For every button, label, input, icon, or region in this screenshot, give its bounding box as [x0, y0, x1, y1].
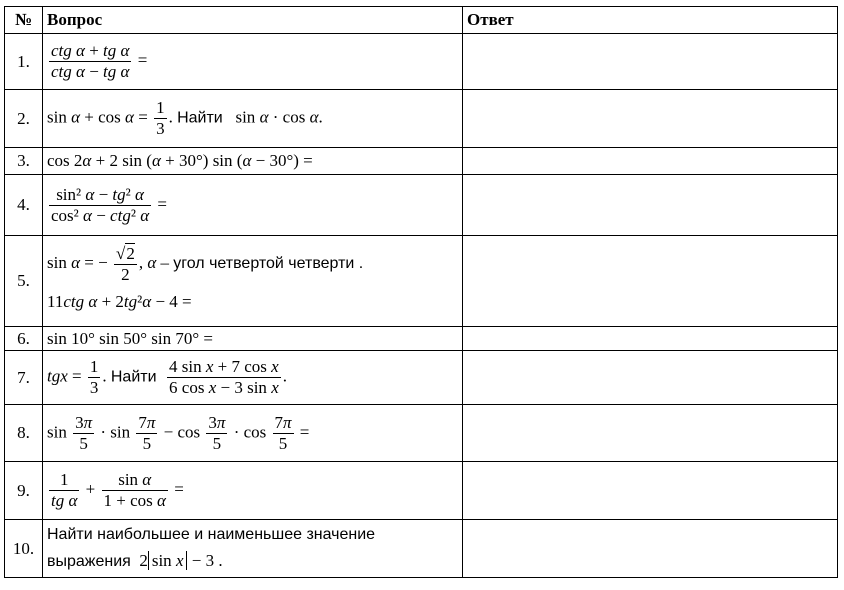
- header-answer: Ответ: [463, 7, 838, 34]
- header-question: Вопрос: [43, 7, 463, 34]
- question-row: [5, 148, 838, 175]
- question-row: [5, 90, 838, 148]
- find-label: Найти: [110, 368, 157, 386]
- question-row: [5, 405, 838, 462]
- question-formula: sin $\frac{3\pi}{5}$ · sin $\frac{7\pi}{5}$ − cos $\frac{3\pi}{5}$ · cos $\frac{7\pi}{5}$ =: [43, 405, 463, 462]
- row-number: 10.: [5, 520, 43, 578]
- question-text-line2: выражения: [47, 553, 131, 570]
- answer-cell[interactable]: [463, 327, 838, 351]
- question-row: [5, 175, 838, 236]
- question-row: [5, 351, 838, 405]
- question-formula: Найти наибольшее и наименьшее значение выражения 2 sin x − 3 .: [43, 520, 463, 578]
- quarter-label: угол четвертой четверти .: [173, 255, 364, 273]
- question-formula: sin α = − $\frac{√2}{2}$ , α – угол четвертой четверти . 11ctg α + 2tg²α − 4 =: [43, 236, 463, 327]
- answer-cell[interactable]: [463, 175, 838, 236]
- question-formula: sin α + cos α = $\frac{1}{3}$ . Найти sin α · cos α.: [43, 90, 463, 148]
- answer-cell[interactable]: [463, 405, 838, 462]
- question-row: [5, 236, 838, 327]
- question-row: [5, 520, 838, 578]
- question-formula: $\frac{\text{ctg α + tg α}}{\text{ctg α − tg α}}$ =: [43, 34, 463, 90]
- answer-cell[interactable]: [463, 351, 838, 405]
- question-text-line1: Найти наибольшее и наименьшее значение: [47, 526, 376, 543]
- question-row: [5, 34, 838, 90]
- question-row: [5, 462, 838, 520]
- find-label: Найти: [177, 109, 223, 127]
- question-formula: sin 10° sin 50° sin 70° =: [43, 327, 463, 351]
- question-formula: $\frac{\text{sin² α − tg² α}}{\text{cos² α − ctg² α}}$ =: [43, 175, 463, 236]
- question-formula: cos 2α + 2 sin (α + 30°) sin (α − 30°) =: [43, 148, 463, 175]
- header-row: [5, 7, 838, 34]
- row-number: 3.: [5, 148, 43, 175]
- quiz-table: [4, 6, 838, 578]
- answer-cell[interactable]: [463, 90, 838, 148]
- question-formula: tgx = $\frac{1}{3}$ . Найти $\frac{\text{4 sin x + 7 cos x}}{\text{6 cos x − 3 sin x}}$ .: [43, 351, 463, 405]
- answer-cell[interactable]: [463, 148, 838, 175]
- row-number: 5.: [5, 236, 43, 327]
- row-number: 7.: [5, 351, 43, 405]
- row-number: 6.: [5, 327, 43, 351]
- row-number: 8.: [5, 405, 43, 462]
- question-formula: $\frac{1}{\text{tg α}}$ + $\frac{\text{sin α}}{\text{1 + cos α}}$ =: [43, 462, 463, 520]
- header-number: №: [5, 7, 43, 34]
- row-number: 4.: [5, 175, 43, 236]
- answer-cell[interactable]: [463, 462, 838, 520]
- row-number: 2.: [5, 90, 43, 148]
- answer-cell[interactable]: [463, 34, 838, 90]
- row-number: 1.: [5, 34, 43, 90]
- question-row: [5, 327, 838, 351]
- answer-cell[interactable]: [463, 520, 838, 578]
- row-number: 9.: [5, 462, 43, 520]
- answer-cell[interactable]: [463, 236, 838, 327]
